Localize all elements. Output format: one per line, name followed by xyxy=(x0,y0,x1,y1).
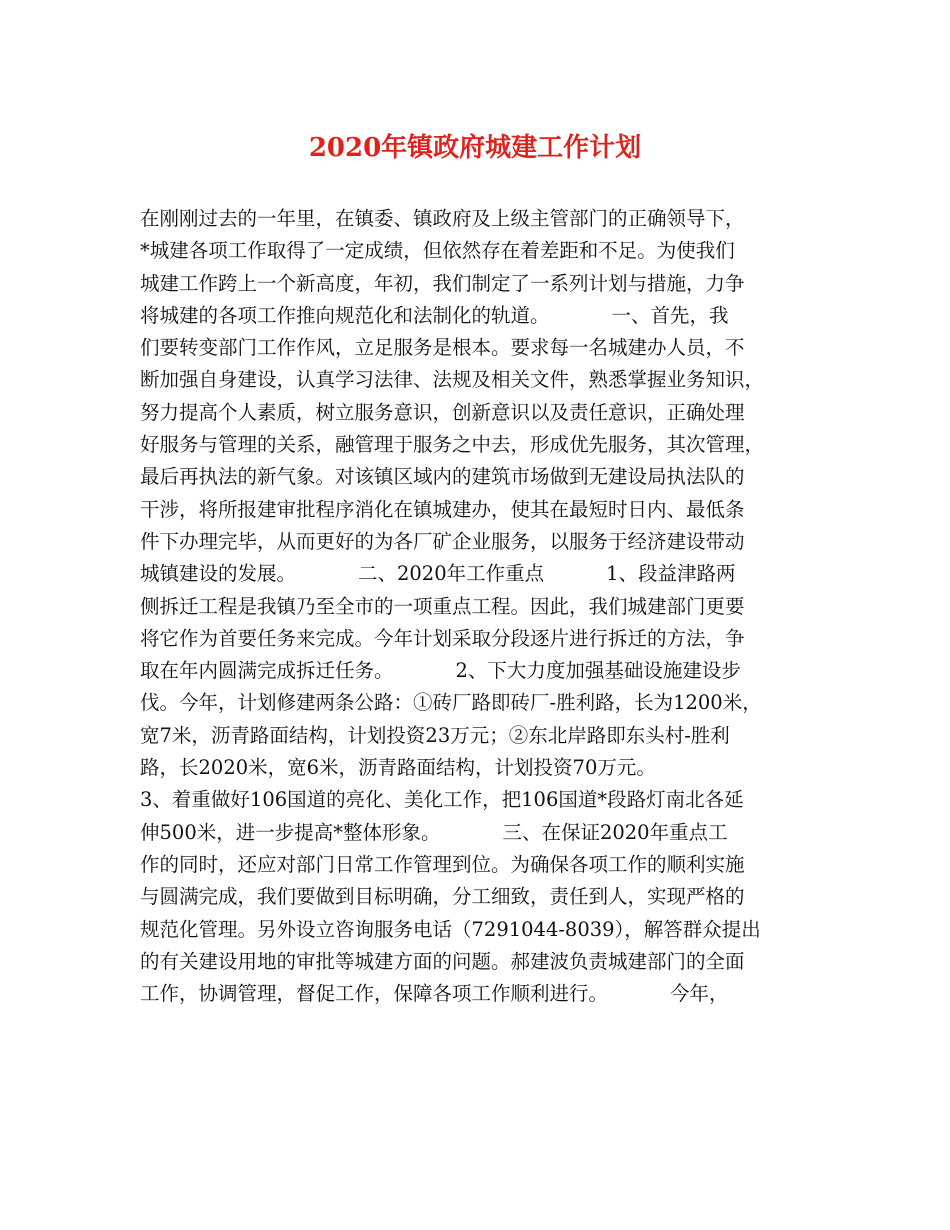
body-line: 的有关建设用地的审批等城建方面的问题。郝建波负责城建部门的全面 xyxy=(140,949,745,973)
body-line: 城镇建设的发展。 二、2020年工作重点 1、段益津路两 xyxy=(140,562,736,586)
body-line: 们要转变部门工作作风，立足服务是根本。要求每一名城建办人员，不 xyxy=(140,336,745,360)
body-line: 伐。今年，计划修建两条公路：①砖厂路即砖厂-胜利路，长为1200米， xyxy=(140,691,762,715)
body-line: 路，长2020米，宽6米，沥青路面结构，计划投资70万元。 xyxy=(140,756,656,780)
document-title: 2020年镇政府城建工作计划 xyxy=(308,133,642,163)
body-line: 城建工作跨上一个新高度，年初，我们制定了一系列计划与措施，力争 xyxy=(140,271,745,295)
body-line: 将城建的各项工作推向规范化和法制化的轨道。 一、首先，我 xyxy=(140,303,729,327)
body-line: 作的同时，还应对部门日常工作管理到位。为确保各项工作的顺利实施 xyxy=(140,852,745,876)
body-line: 侧拆迁工程是我镇乃至全市的一项重点工程。因此，我们城建部门更要 xyxy=(140,594,745,618)
document-body xyxy=(140,203,820,1010)
body-line: 宽7米，沥青路面结构，计划投资23万元；②东北岸路即东头村-胜利 xyxy=(140,723,730,747)
body-line: 断加强自身建设，认真学习法律、法规及相关文件，熟悉掌握业务知识， xyxy=(140,368,765,392)
body-line: 规范化管理。另外设立咨询服务电话（7291044-8039），解答群众提出 xyxy=(140,917,761,941)
body-line: 取在年内圆满完成拆迁任务。 2、下大力度加强基础设施建设步 xyxy=(140,659,741,683)
body-line: 伸500米，进一步提高*整体形象。 三、在保证2020年重点工 xyxy=(140,820,728,844)
body-line: 好服务与管理的关系，融管理于服务之中去，形成优先服务，其次管理， xyxy=(140,433,765,457)
body-line: 干涉，将所报建审批程序消化在镇城建办，使其在最短时日内、最低条 xyxy=(140,497,745,521)
body-line: *城建各项工作取得了一定成绩，但依然存在着差距和不足。为使我们 xyxy=(140,239,735,263)
body-line: 将它作为首要任务来完成。今年计划采取分段逐片进行拆迁的方法，争 xyxy=(140,626,745,650)
body-line: 最后再执法的新气象。对该镇区域内的建筑市场做到无建设局执法队的 xyxy=(140,465,745,489)
body-line: 件下办理完毕，从而更好的为各厂矿企业服务，以服务于经济建设带动 xyxy=(140,529,745,553)
body-line: 3、着重做好106国道的亮化、美化工作，把106国道*段路灯南北各延 xyxy=(140,788,744,812)
body-line: 努力提高个人素质，树立服务意识，创新意识以及责任意识，正确处理 xyxy=(140,400,745,424)
body-line: 在刚刚过去的一年里，在镇委、镇政府及上级主管部门的正确领导下， xyxy=(140,207,745,230)
body-line: 工作，协调管理，督促工作，保障各项工作顺利进行。 今年， xyxy=(140,982,729,1006)
body-line: 与圆满完成，我们要做到目标明确，分工细致，责任到人，实现严格的 xyxy=(140,885,745,909)
